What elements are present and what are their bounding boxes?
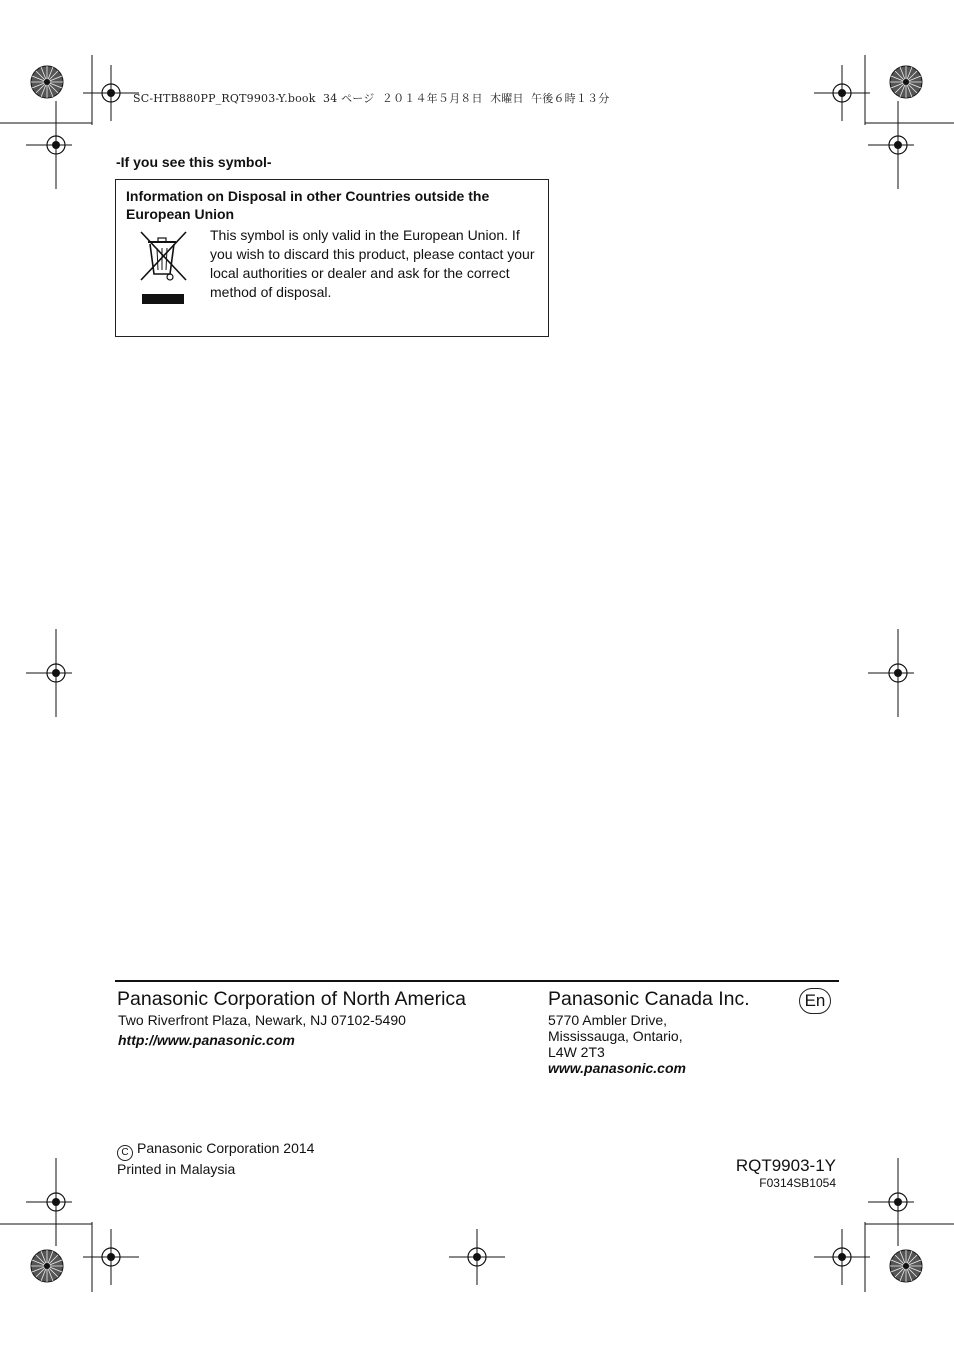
- model-number: RQT9903-1Y: [735, 1156, 836, 1175]
- language-badge: En: [799, 988, 831, 1014]
- symbol-heading: -If you see this symbol-: [116, 154, 272, 170]
- canada-company-url[interactable]: www.panasonic.com: [548, 1060, 686, 1076]
- print-code: F0314SB1054: [759, 1176, 836, 1190]
- canada-address-line2: Mississauga, Ontario,: [548, 1028, 683, 1044]
- us-company-name: Panasonic Corporation of North America: [117, 988, 467, 1010]
- crossed-out-wheelie-bin-icon: [136, 228, 192, 308]
- disposal-box-body: This symbol is only valid in the European Union. If you wish to discard this product, please contact your local authorities or dealer and ask for the correct method of disposal.: [210, 227, 535, 300]
- disposal-info-box: [115, 179, 549, 337]
- print-header: SC-HTB880PP_RQT9903-Y.book 34 ページ ２０１４年５月８日 木曜日 午後６時１３分: [133, 92, 610, 105]
- us-company-url[interactable]: http://www.panasonic.com: [118, 1032, 295, 1048]
- canada-company-name: Panasonic Canada Inc.: [548, 988, 750, 1010]
- canada-address-line1: 5770 Ambler Drive,: [548, 1012, 668, 1028]
- footer-divider: [115, 980, 839, 982]
- canada-address-line3: L4W 2T3: [548, 1044, 605, 1060]
- printed-in: Printed in Malaysia: [117, 1161, 236, 1177]
- copyright-line: [117, 1140, 314, 1161]
- us-company-address: Two Riverfront Plaza, Newark, NJ 07102-5490: [118, 1012, 406, 1028]
- copyright-text: Panasonic Corporation 2014: [137, 1140, 315, 1156]
- copyright-icon: C: [117, 1145, 133, 1161]
- disposal-box-title: Information on Disposal in other Countries outside the European Union: [126, 188, 490, 222]
